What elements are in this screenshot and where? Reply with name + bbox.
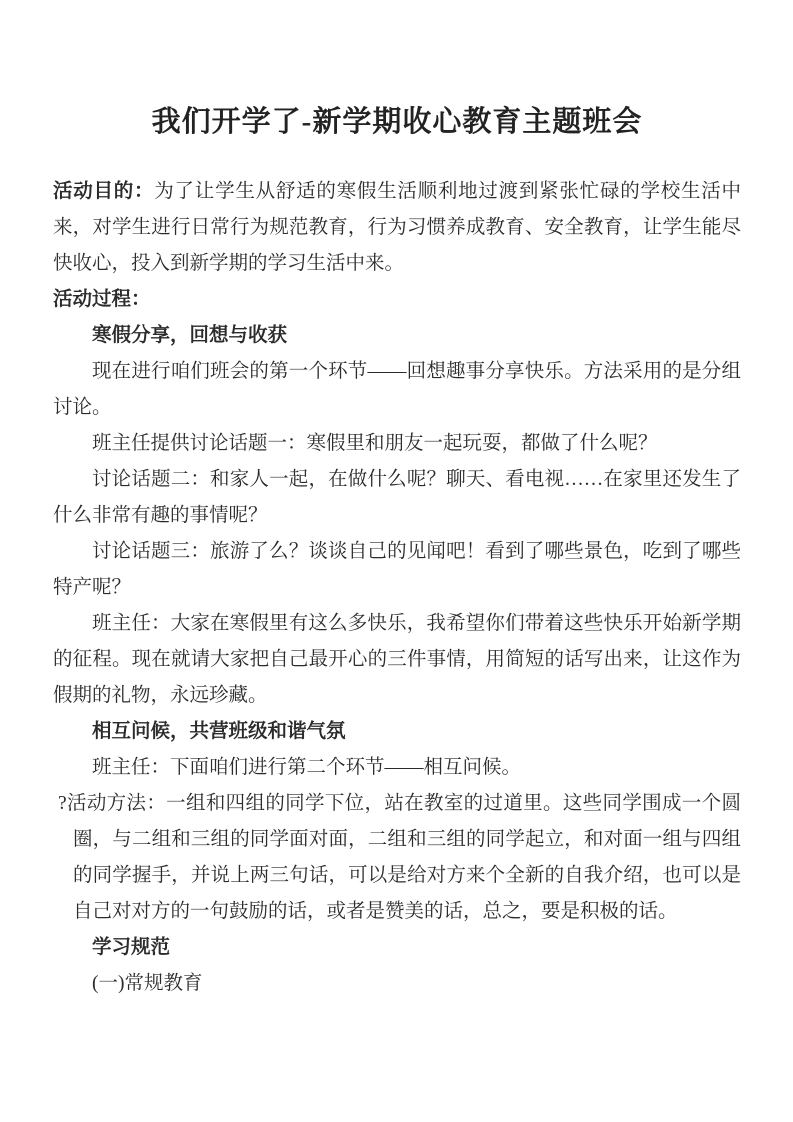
document-title <box>53 98 741 146</box>
para-activity-process-heading: 活动过程： <box>53 289 151 310</box>
para-routine-education: (一)常规教育 <box>92 973 203 994</box>
activity-purpose-label: 活动目的： <box>53 181 155 202</box>
para-activity-method: ?活动方法：一组和四组的同学下位，站在教室的过道里。这些同学围成一个圆圈，与二组和三组的同学面对面，二组和三组的同学起立，和对面一组与四组的同学握手，并说上两三句话，可以是给对方来个全新的自我介绍，也可以是自己对对方的一句鼓励的话，或者是赞美的话，总之，要是积极的话。 <box>58 793 741 922</box>
para-study-rules-heading: 学习规范 <box>92 937 171 958</box>
para-topic-two: 讨论话题二：和家人一起，在做什么呢？聊天、看电视……在家里还发生了什么非常有趣的事情呢？ <box>53 469 741 526</box>
para-topic-three: 讨论话题三：旅游了么？谈谈自己的见闻吧！看到了哪些景色，吃到了哪些特产呢？ <box>53 541 741 598</box>
activity-purpose-text: 为了让学生从舒适的寒假生活顺利地过渡到紧张忙碌的学校生活中来，对学生进行日常行为规范教育，行为习惯养成教育、安全教育，让学生能尽快收心，投入到新学期的学习生活中来。 <box>53 181 741 274</box>
para-first-session: 现在进行咱们班会的第一个环节——回想趣事分享快乐。方法采用的是分组讨论。 <box>53 361 741 418</box>
para-greeting-heading: 相互问候，共营班级和谐气氛 <box>92 721 346 742</box>
para-teacher-summary: 班主任：大家在寒假里有这么多快乐，我希望你们带着这些快乐开始新学期的征程。现在就请大家把自己最开心的三件事情，用简短的话写出来，让这作为假期的礼物，永远珍藏。 <box>53 613 741 706</box>
para-second-session: 班主任：下面咱们进行第二个环节——相互问候。 <box>92 757 522 778</box>
document-title-text: 我们开学了-新学期收心教育主题班会 <box>151 106 643 138</box>
para-topic-one: 班主任提供讨论话题一：寒假里和朋友一起玩耍，都做了什么呢？ <box>92 433 658 454</box>
para-winter-sharing-heading: 寒假分享，回想与收获 <box>92 325 288 346</box>
document-content <box>53 98 741 1002</box>
para-activity-purpose <box>53 174 741 282</box>
